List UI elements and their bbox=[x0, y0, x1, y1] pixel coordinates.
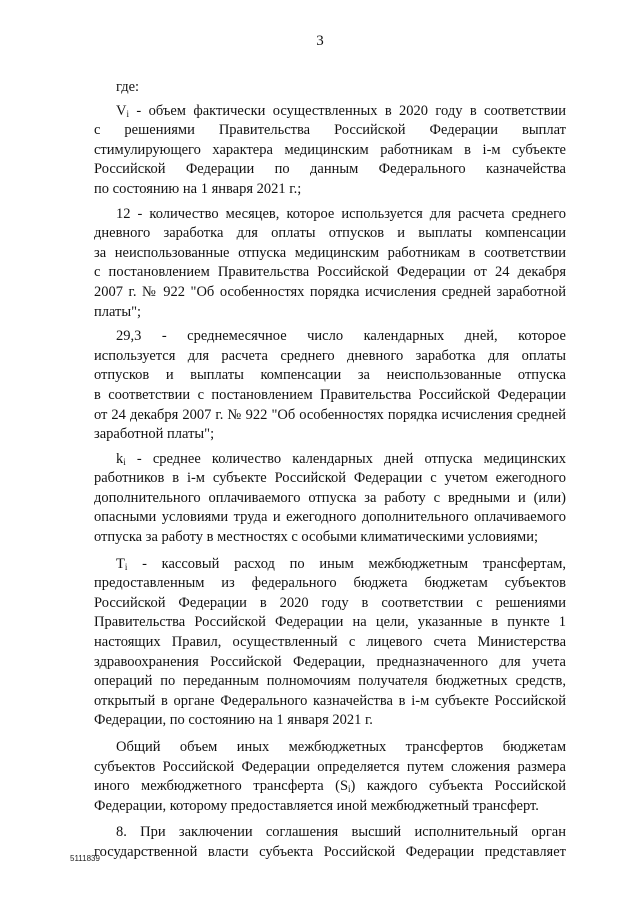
paragraph-line: отпуска за работу в местностях с особыми климатическими условиями; bbox=[94, 529, 538, 546]
paragraph-line: 29,3 - среднемесячное число календарных дней, которое bbox=[116, 328, 566, 345]
paragraph-total-volume bbox=[94, 738, 566, 816]
paragraph-line: дополнительного оплачиваемого отпуска за работу с вредными и (или) bbox=[94, 489, 566, 506]
paragraph-line: государственной власти субъекта Российской Федерации представляет bbox=[94, 843, 566, 860]
paragraph-vi bbox=[94, 102, 566, 200]
paragraph-line: с постановлением Правительства Российской Федерации от 24 декабря bbox=[94, 264, 566, 281]
paragraph-line: стимулирующего характера медицинским работникам в i-м субъекте bbox=[94, 141, 566, 158]
paragraph-line: опасными условиями труда и ежегодного дополнительного оплачиваемого bbox=[94, 509, 566, 526]
paragraph-line: отпусков и выплаты компенсации за неиспользованные отпуска bbox=[94, 367, 566, 384]
paragraph-line: дневного заработка для оплаты отпусков и выплаты компенсации bbox=[94, 225, 566, 242]
document-code: 5111839 bbox=[70, 854, 100, 863]
paragraph-line: Российской Федерации в 2020 году в соответствии с решениями bbox=[94, 594, 566, 611]
document-body bbox=[94, 78, 566, 863]
paragraph-line: от 24 декабря 2007 г. № 922 "Об особенностях порядка исчисления средней bbox=[94, 406, 566, 423]
paragraph-line: 2007 г. № 922 "Об особенностях порядка исчисления средней заработной bbox=[94, 283, 566, 300]
paragraph-line: с решениями Правительства Российской Федерации выплат bbox=[94, 122, 566, 139]
paragraph-line: 8. При заключении соглашения высший исполнительный орган bbox=[116, 824, 566, 841]
paragraph-line: предоставленным из федерального бюджета бюджетам субъектов bbox=[94, 575, 566, 592]
paragraph-line: за неиспользованные отпуска медицинским работникам в соответствии bbox=[94, 244, 566, 261]
paragraph-line: Федерации, по состоянию на 1 января 2021 г. bbox=[94, 712, 373, 729]
paragraph-line: настоящих Правил, осуществленный с лицевого счета Министерства bbox=[94, 634, 566, 651]
paragraph-line: $T_i$ - кассовый расход по иным межбюджетным трансфертам, bbox=[116, 555, 566, 572]
paragraph-line: $V_i$ - объем фактически осуществленных в 2020 году в соответствии bbox=[116, 102, 566, 119]
paragraph-line: Российской Федерации по данным Федерального казначейства bbox=[94, 161, 566, 178]
paragraph-line: по состоянию на 1 января 2021 г.; bbox=[94, 180, 302, 197]
paragraph-line: открытый в органе Федерального казначейства в i-м субъекте Российской bbox=[94, 692, 566, 709]
paragraph-line: работников в i-м субъекте Российской Федерации с учетом ежегодного bbox=[94, 470, 566, 487]
paragraph-line: платы"; bbox=[94, 303, 142, 320]
paragraph-ti bbox=[94, 555, 566, 731]
paragraph-line: 12 - количество месяцев, которое используется для расчета среднего bbox=[116, 205, 566, 222]
paragraph-12 bbox=[94, 205, 566, 323]
paragraph-line: $k_i$ - среднее количество календарных дней отпуска медицинских bbox=[116, 450, 566, 467]
page-number: 3 bbox=[316, 33, 324, 49]
paragraph-line: операций по переданным полномочиям получателя бюджетных средств, bbox=[94, 673, 566, 690]
paragraph-line: в соответствии с постановлением Правительства Российской Федерации bbox=[94, 386, 566, 403]
paragraph-line: здравоохранения Российской Федерации, предназначенного для учета bbox=[94, 653, 566, 670]
paragraph-line: Правительства Российской Федерации на цели, указанные в пункте 1 bbox=[94, 614, 566, 631]
where-label: где: bbox=[116, 79, 140, 95]
paragraph-29-3 bbox=[94, 327, 566, 445]
paragraph-line: используется для расчета среднего дневного заработка для оплаты bbox=[94, 347, 566, 364]
paragraph-line: Общий объем иных межбюджетных трансфертов бюджетам bbox=[116, 739, 566, 755]
paragraph-line: иного межбюджетного трансферта $(S_i)$ каждого субъекта Российской bbox=[94, 778, 566, 795]
paragraph-line: Федерации, которому предоставляется иной межбюджетный трансферт. bbox=[94, 797, 539, 814]
paragraph-line: заработной платы"; bbox=[94, 426, 215, 443]
paragraph-ki bbox=[94, 450, 566, 548]
paragraph-8 bbox=[94, 823, 566, 862]
paragraph-line: субъектов Российской Федерации определяется путем сложения размера bbox=[94, 758, 566, 775]
